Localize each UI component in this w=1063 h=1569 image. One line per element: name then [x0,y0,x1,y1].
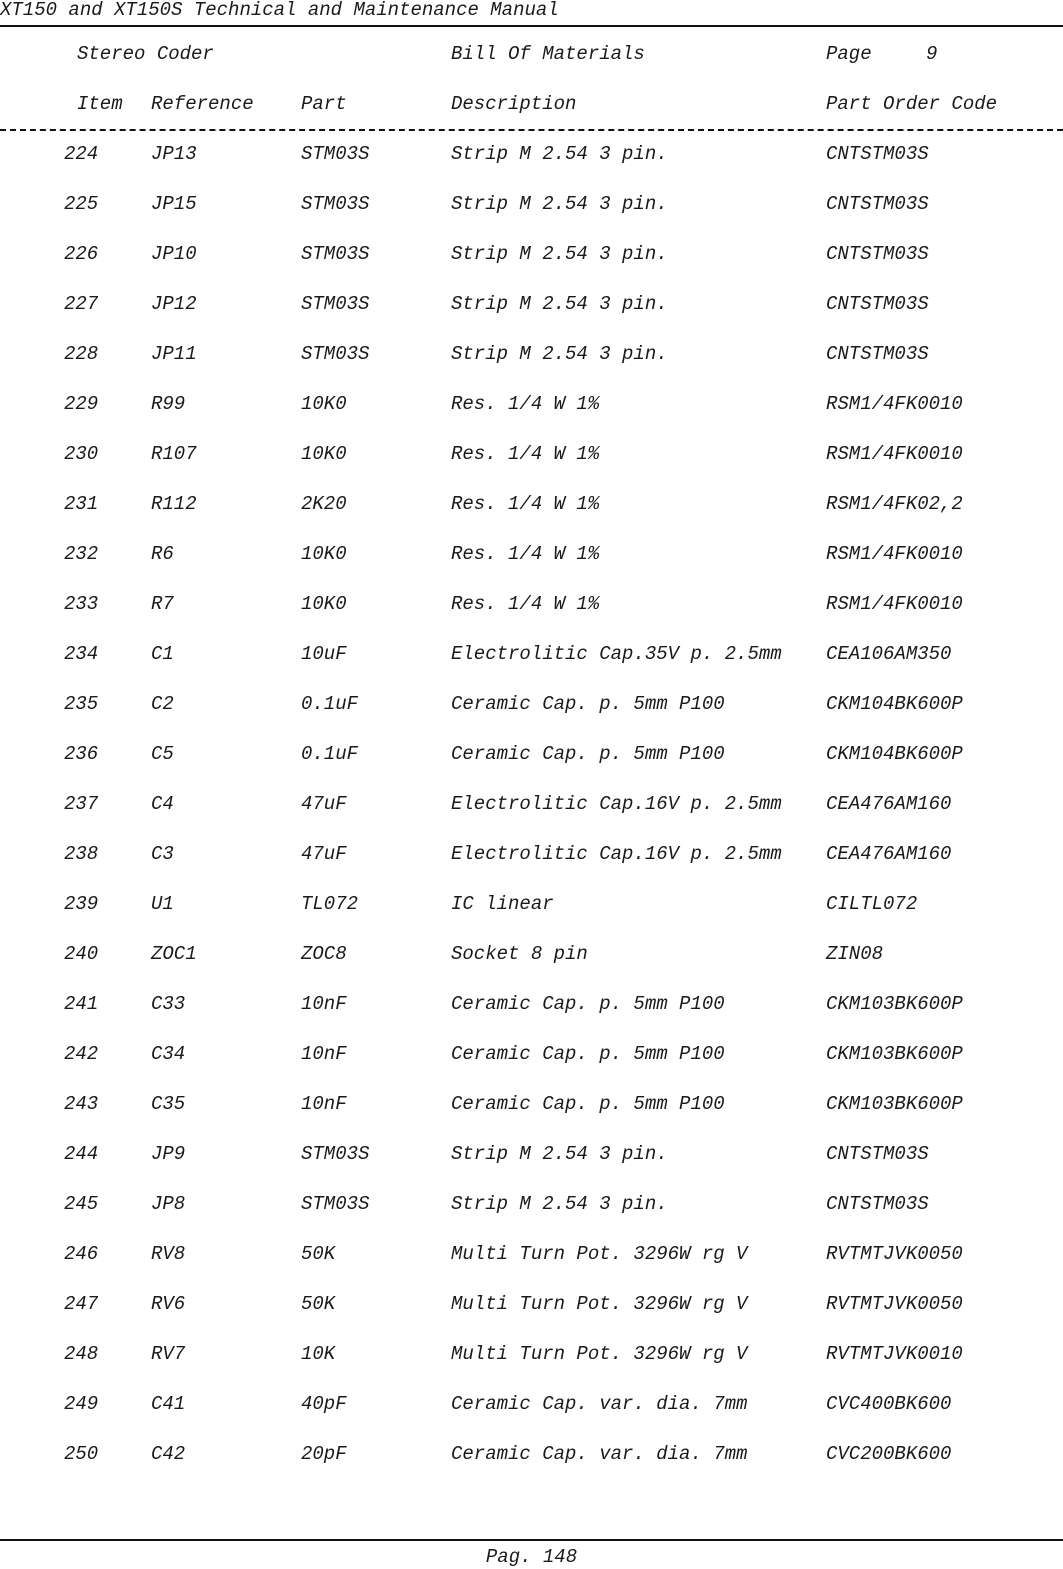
item-number: 229 [64,393,99,415]
reference-designator: R6 [151,543,174,565]
part-description: Strip M 2.54 3 pin. [451,1193,668,1215]
section-name: Stereo Coder [77,43,214,65]
part-description: Ceramic Cap. p. 5mm P100 [451,743,725,765]
part-value: STM03S [301,193,370,215]
item-number: 244 [64,1143,99,1165]
part-order-code: RVTMTJVK0050 [826,1293,963,1315]
part-value: 10nF [301,993,347,1015]
item-number: 228 [64,343,99,365]
part-value: 10uF [301,643,347,665]
reference-designator: JP10 [151,243,197,265]
item-number: 240 [64,943,99,965]
item-number: 249 [64,1393,99,1415]
reference-designator: JP12 [151,293,197,315]
page-number: 9 [926,43,938,65]
part-description: Ceramic Cap. var. dia. 7mm [451,1443,748,1465]
reference-designator: C5 [151,743,174,765]
part-value: 2K20 [301,493,347,515]
item-number: 245 [64,1193,99,1215]
part-description: Strip M 2.54 3 pin. [451,1143,668,1165]
part-value: 10nF [301,1093,347,1115]
column-header-description: Description [451,93,577,115]
item-number: 235 [64,693,99,715]
item-number: 232 [64,543,99,565]
reference-designator: JP15 [151,193,197,215]
part-order-code: CILTL072 [826,893,918,915]
part-value: 0.1uF [301,693,359,715]
item-number: 247 [64,1293,99,1315]
reference-designator: U1 [151,893,174,915]
part-order-code: RSM1/4FK0010 [826,443,963,465]
part-order-code: CNTSTM03S [826,193,929,215]
item-number: 243 [64,1093,99,1115]
reference-designator: R99 [151,393,186,415]
part-order-code: CKM104BK600P [826,693,963,715]
part-description: Strip M 2.54 3 pin. [451,343,668,365]
part-description: Res. 1/4 W 1% [451,493,600,515]
part-value: STM03S [301,1193,370,1215]
column-header-part: Part [301,93,347,115]
part-order-code: ZIN08 [826,943,884,965]
part-order-code: RSM1/4FK0010 [826,543,963,565]
part-order-code: CVC200BK600 [826,1443,952,1465]
reference-designator: RV8 [151,1243,186,1265]
item-number: 242 [64,1043,99,1065]
item-number: 233 [64,593,99,615]
reference-designator: R112 [151,493,197,515]
part-order-code: CNTSTM03S [826,293,929,315]
part-description: Multi Turn Pot. 3296W rg V [451,1343,748,1365]
reference-designator: C3 [151,843,174,865]
part-value: 0.1uF [301,743,359,765]
part-description: Res. 1/4 W 1% [451,543,600,565]
part-description: Electrolitic Cap.35V p. 2.5mm [451,643,782,665]
reference-designator: C42 [151,1443,186,1465]
page-footer: Pag. 148 [485,1546,578,1568]
item-number: 248 [64,1343,99,1365]
item-number: 225 [64,193,99,215]
column-header-order-code: Part Order Code [826,93,998,115]
reference-designator: C41 [151,1393,186,1415]
part-value: STM03S [301,343,370,365]
part-value: 10K [301,1343,336,1365]
part-value: STM03S [301,1143,370,1165]
part-value: STM03S [301,293,370,315]
item-number: 231 [64,493,99,515]
part-order-code: CNTSTM03S [826,1193,929,1215]
reference-designator: C35 [151,1093,186,1115]
part-value: 10K0 [301,593,347,615]
running-title: XT150 and XT150S Technical and Maintenance Manual [0,0,559,21]
part-description: Strip M 2.54 3 pin. [451,293,668,315]
part-order-code: CKM103BK600P [826,993,963,1015]
part-order-code: CNTSTM03S [826,343,929,365]
part-description: Socket 8 pin [451,943,588,965]
part-description: Electrolitic Cap.16V p. 2.5mm [451,793,782,815]
reference-designator: RV7 [151,1343,186,1365]
column-header-reference: Reference [151,93,254,115]
bottom-rule [0,1539,1063,1541]
part-value: TL072 [301,893,359,915]
part-value: ZOC8 [301,943,347,965]
part-order-code: CNTSTM03S [826,243,929,265]
part-description: Ceramic Cap. p. 5mm P100 [451,1043,725,1065]
part-description: Ceramic Cap. var. dia. 7mm [451,1393,748,1415]
part-value: 20pF [301,1443,347,1465]
reference-designator: C34 [151,1043,186,1065]
part-value: 47uF [301,843,347,865]
part-description: Ceramic Cap. p. 5mm P100 [451,1093,725,1115]
part-description: Ceramic Cap. p. 5mm P100 [451,693,725,715]
part-order-code: CNTSTM03S [826,1143,929,1165]
item-number: 241 [64,993,99,1015]
item-number: 227 [64,293,99,315]
part-order-code: CKM103BK600P [826,1043,963,1065]
reference-designator: JP13 [151,143,197,165]
part-order-code: RVTMTJVK0050 [826,1243,963,1265]
bom-title: Bill Of Materials [451,43,645,65]
part-order-code: CVC400BK600 [826,1393,952,1415]
reference-designator: C2 [151,693,174,715]
part-value: STM03S [301,243,370,265]
item-number: 250 [64,1443,99,1465]
reference-designator: C1 [151,643,174,665]
item-number: 236 [64,743,99,765]
part-value: 50K [301,1243,336,1265]
part-order-code: CEA476AM160 [826,843,952,865]
part-value: 50K [301,1293,336,1315]
item-number: 230 [64,443,99,465]
part-description: Res. 1/4 W 1% [451,593,600,615]
reference-designator: R107 [151,443,197,465]
column-header-item: Item [77,93,123,115]
part-value: 10nF [301,1043,347,1065]
part-value: 10K0 [301,543,347,565]
part-description: Strip M 2.54 3 pin. [451,243,668,265]
part-order-code: RSM1/4FK0010 [826,393,963,415]
part-description: Multi Turn Pot. 3296W rg V [451,1243,748,1265]
item-number: 238 [64,843,99,865]
item-number: 239 [64,893,99,915]
part-order-code: RSM1/4FK02,2 [826,493,963,515]
item-number: 237 [64,793,99,815]
item-number: 224 [64,143,99,165]
reference-designator: ZOC1 [151,943,197,965]
part-value: 10K0 [301,443,347,465]
header-separator [0,129,1063,131]
reference-designator: JP11 [151,343,197,365]
reference-designator: C33 [151,993,186,1015]
part-order-code: RVTMTJVK0010 [826,1343,963,1365]
part-order-code: CNTSTM03S [826,143,929,165]
item-number: 234 [64,643,99,665]
part-order-code: RSM1/4FK0010 [826,593,963,615]
part-description: IC linear [451,893,554,915]
reference-designator: JP8 [151,1193,186,1215]
reference-designator: C4 [151,793,174,815]
page-label: Page [826,43,872,65]
part-description: Res. 1/4 W 1% [451,393,600,415]
part-description: Ceramic Cap. p. 5mm P100 [451,993,725,1015]
part-value: 47uF [301,793,347,815]
part-order-code: CKM104BK600P [826,743,963,765]
reference-designator: RV6 [151,1293,186,1315]
part-value: 10K0 [301,393,347,415]
part-description: Res. 1/4 W 1% [451,443,600,465]
item-number: 246 [64,1243,99,1265]
part-description: Strip M 2.54 3 pin. [451,143,668,165]
top-rule [0,25,1063,27]
part-description: Electrolitic Cap.16V p. 2.5mm [451,843,782,865]
part-value: STM03S [301,143,370,165]
part-order-code: CEA476AM160 [826,793,952,815]
part-description: Multi Turn Pot. 3296W rg V [451,1293,748,1315]
part-order-code: CEA106AM350 [826,643,952,665]
part-order-code: CKM103BK600P [826,1093,963,1115]
part-description: Strip M 2.54 3 pin. [451,193,668,215]
item-number: 226 [64,243,99,265]
reference-designator: R7 [151,593,174,615]
reference-designator: JP9 [151,1143,186,1165]
part-value: 40pF [301,1393,347,1415]
